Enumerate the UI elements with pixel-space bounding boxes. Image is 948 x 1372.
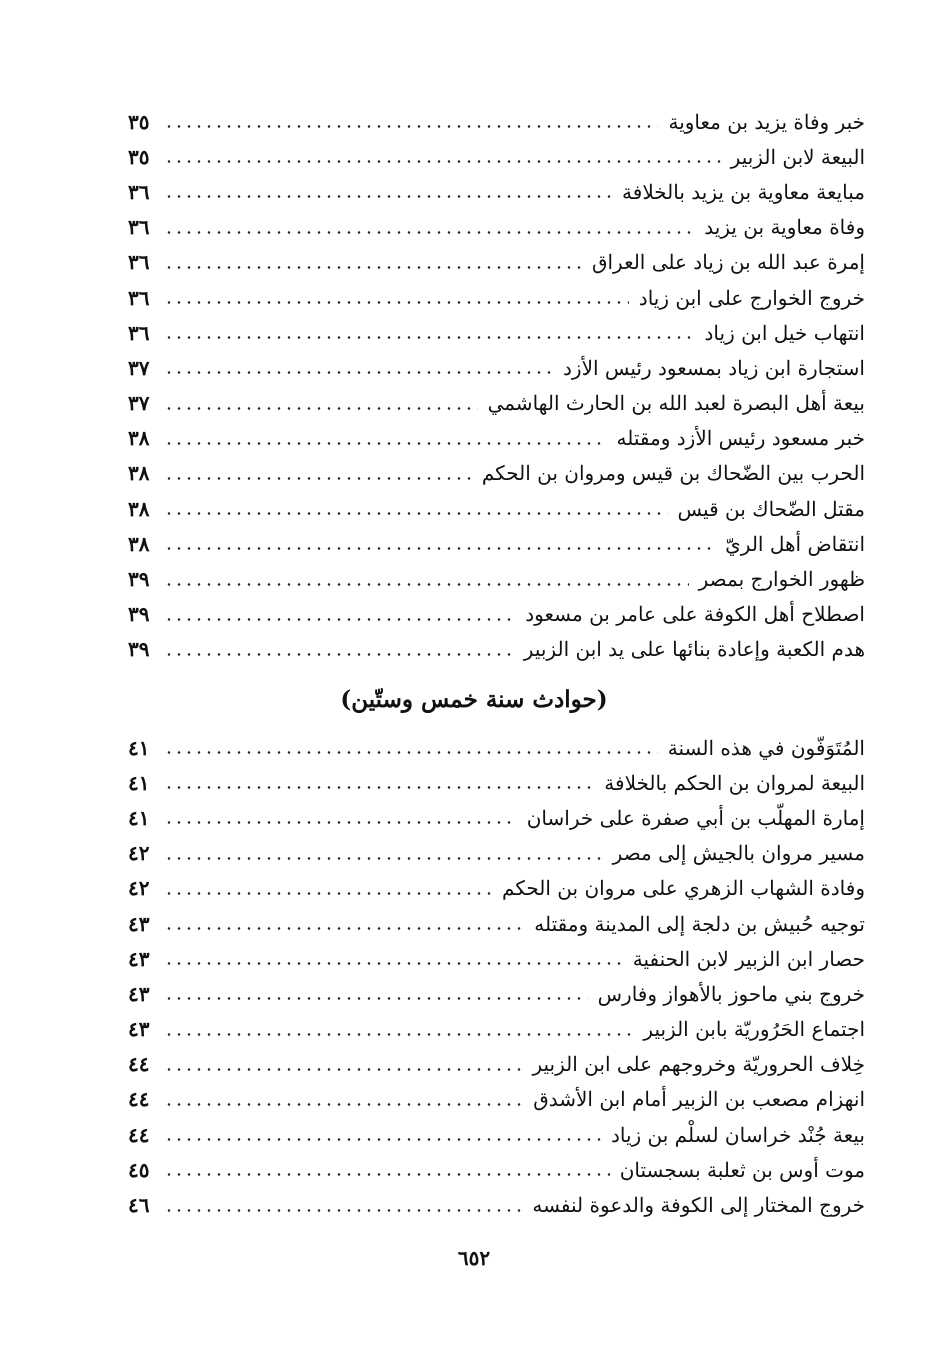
toc-entry-page: ٣٨ — [128, 531, 150, 556]
toc-entry-page: ٤١ — [128, 735, 150, 760]
toc-section-one — [128, 104, 865, 667]
toc-entry — [128, 941, 865, 976]
toc-entry — [128, 1082, 865, 1117]
toc-entry-title: استجارة ابن زياد بمسعود رئيس الأزد — [563, 355, 865, 380]
toc-entry — [128, 139, 865, 174]
toc-entry — [128, 1152, 865, 1187]
dot-leader — [164, 125, 658, 128]
toc-entry-title: اجتماع الحَرُوريّة بابن الزبير — [643, 1017, 865, 1042]
dot-leader — [164, 653, 514, 656]
toc-section-two — [128, 730, 865, 1223]
toc-entry-page: ٤٥ — [128, 1157, 150, 1182]
toc-entry-page: ٤٤ — [128, 1087, 150, 1112]
toc-entry — [128, 245, 865, 280]
toc-entry — [128, 765, 865, 800]
toc-entry — [128, 1117, 865, 1152]
toc-entry — [128, 210, 865, 245]
toc-entry-title: هدم الكعبة وإعادة بنائها على يد ابن الزبير — [523, 637, 865, 662]
toc-entry-page: ٣٨ — [128, 461, 150, 486]
toc-entry-title: انهزام مصعب بن الزبير أمام ابن الأشدق — [533, 1087, 865, 1112]
dot-leader — [164, 786, 594, 789]
toc-entry-page: ٤٣ — [128, 946, 150, 971]
dot-leader — [164, 821, 517, 824]
toc-entry-title: وفادة الشهاب الزهري على مروان بن الحكم — [502, 876, 865, 901]
toc-entry-title: انتقاض أهل الريّ — [725, 531, 865, 556]
toc-entry — [128, 1012, 865, 1047]
dot-leader — [164, 751, 658, 754]
toc-entry — [128, 1047, 865, 1082]
toc-entry-title: بيعة أهل البصرة لعبد الله بن الحارث الهاشمي — [487, 391, 865, 416]
toc-entry-page: ٣٩ — [128, 637, 150, 662]
toc-entry-title: خروج بني ماحوز بالأهواز وفارس — [597, 981, 865, 1006]
toc-entry-page: ٤٤ — [128, 1052, 150, 1077]
toc-entry-page: ٤٢ — [128, 841, 150, 866]
toc-entry-page: ٤٣ — [128, 1017, 150, 1042]
toc-entry-title: خروج الخوارج على ابن زياد — [638, 285, 865, 310]
dot-leader — [164, 962, 623, 965]
dot-leader — [164, 1103, 523, 1106]
toc-entry — [128, 597, 865, 632]
toc-entry-title: البيعة لابن الزبير — [730, 144, 865, 169]
toc-entry — [128, 526, 865, 561]
toc-entry — [128, 906, 865, 941]
dot-leader — [164, 266, 582, 269]
toc-entry-page: ٤١ — [128, 805, 150, 830]
dot-leader — [164, 442, 607, 445]
toc-entry-title: توجيه حُبيش بن دلجة إلى المدينة ومقتله — [534, 911, 865, 936]
toc-entry — [128, 976, 865, 1011]
toc-entry-page: ٤٤ — [128, 1122, 150, 1147]
section-heading: (حوادث سنة خمس وستّين) — [340, 686, 608, 713]
toc-entry-title: اصطلاح أهل الكوفة على عامر بن مسعود — [525, 602, 865, 627]
dot-leader — [164, 1209, 522, 1212]
toc-entry — [128, 836, 865, 871]
toc-entry — [128, 561, 865, 596]
toc-entry — [128, 632, 865, 667]
toc-entry-title: المُتَوَفّون في هذه السنة — [667, 735, 865, 760]
toc-entry — [128, 174, 865, 209]
toc-entry — [128, 421, 865, 456]
toc-entry-page: ٣٨ — [128, 426, 150, 451]
toc-entry-page: ٤٢ — [128, 876, 150, 901]
toc-entry-title: البيعة لمروان بن الحكم بالخلافة — [604, 770, 865, 795]
toc-entry — [128, 800, 865, 835]
dot-leader — [164, 583, 689, 586]
toc-entry-title: بيعة جُنْد خراسان لسلْم بن زياد — [610, 1122, 865, 1147]
toc-entry-page: ٣٦ — [128, 285, 150, 310]
toc-entry — [128, 350, 865, 385]
dot-leader — [164, 407, 478, 410]
dot-leader — [164, 195, 612, 198]
dot-leader — [164, 1068, 522, 1071]
toc-entry-page: ٣٨ — [128, 496, 150, 521]
toc-entry-title: مقتل الضّحاك بن قيس — [677, 496, 865, 521]
toc-entry-title: خروج المختار إلى الكوفة والدعوة لنفسه — [532, 1193, 865, 1218]
toc-entry — [128, 730, 865, 765]
toc-entry — [128, 871, 865, 906]
dot-leader — [164, 927, 524, 930]
toc-entry-page: ٤١ — [128, 770, 150, 795]
toc-entry — [128, 1187, 865, 1222]
dot-leader — [164, 371, 553, 374]
page-number: ٦٥٢ — [457, 1246, 491, 1270]
dot-leader — [164, 892, 492, 895]
toc-entry-title: خبر مسعود رئيس الأزد ومقتله — [616, 426, 865, 451]
toc-entry — [128, 491, 865, 526]
dot-leader — [164, 618, 515, 621]
toc-entry-title: موت أوس بن ثعلبة بسجستان — [619, 1157, 865, 1182]
dot-leader — [164, 997, 588, 1000]
toc-entry-page: ٣٦ — [128, 250, 150, 275]
toc-entry-page: ٣٦ — [128, 179, 150, 204]
toc-entry-title: الحرب بين الضّحاك بن قيس ومروان بن الحكم — [481, 461, 865, 486]
toc-entry-page: ٣٩ — [128, 567, 150, 592]
dot-leader — [164, 477, 472, 480]
toc-entry-page: ٤٦ — [128, 1193, 150, 1218]
toc-entry-title: وفاة معاوية بن يزيد — [704, 215, 865, 240]
dot-leader — [164, 231, 694, 234]
toc-entry-page: ٣٥ — [128, 109, 150, 134]
toc-entry — [128, 315, 865, 350]
dot-leader — [164, 301, 629, 304]
dot-leader — [164, 857, 603, 860]
dot-leader — [164, 1033, 633, 1036]
toc-entry-page: ٤٣ — [128, 911, 150, 936]
dot-leader — [164, 336, 695, 339]
dot-leader — [164, 1173, 610, 1176]
toc-entry-page: ٣٩ — [128, 602, 150, 627]
toc-entry — [128, 456, 865, 491]
toc-entry-title: مسير مروان بالجيش إلى مصر — [612, 841, 865, 866]
toc-entry-title: انتهاب خيل ابن زياد — [704, 320, 865, 345]
dot-leader — [164, 160, 721, 163]
toc-entry-title: خبر وفاة يزيد بن معاوية — [668, 109, 865, 134]
toc-entry-page: ٤٣ — [128, 981, 150, 1006]
toc-entry-page: ٣٦ — [128, 320, 150, 345]
toc-entry-title: حصار ابن الزبير لابن الحنفية — [632, 946, 865, 971]
toc-entry-title: مبايعة معاوية بن يزيد بالخلافة — [622, 179, 865, 204]
dot-leader — [164, 547, 715, 550]
dot-leader — [164, 1138, 601, 1141]
dot-leader — [164, 512, 668, 515]
toc-entry — [128, 386, 865, 421]
toc-entry-page: ٣٦ — [128, 215, 150, 240]
toc-entry-page: ٣٧ — [128, 355, 150, 380]
toc-entry — [128, 280, 865, 315]
toc-entry-page: ٣٧ — [128, 391, 150, 416]
toc-entry — [128, 104, 865, 139]
toc-entry-title: إمرة عبد الله بن زياد على العراق — [591, 250, 865, 275]
toc-entry-title: خِلاف الحروريّة وخروجهم على ابن الزبير — [532, 1052, 865, 1077]
toc-entry-title: ظهور الخوارج بمصر — [698, 567, 865, 592]
toc-entry-title: إمارة المهلّب بن أبي صفرة على خراسان — [526, 805, 865, 830]
toc-entry-page: ٣٥ — [128, 144, 150, 169]
